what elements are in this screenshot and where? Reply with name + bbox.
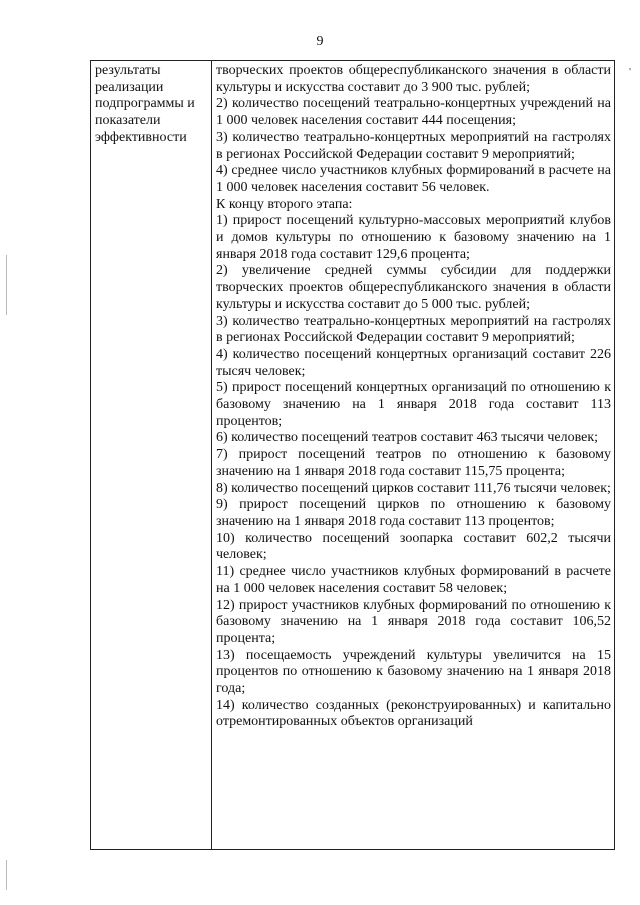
stage-item: 8) количество посещений цирков составит 111,76 тысячи человек; [216,480,611,496]
left-label-cell [91,61,212,850]
stage-item: 11) среднее число участников клубных формирований в расчете на 1 000 человек населения составит 58 человек; [216,564,611,596]
stage-item: 10) количество посещений зоопарка составит 602,2 тысячи человек; [216,530,611,563]
stage-item: 14) количество созданных (реконструированных) и капитально отремонтированных объектов организаций [216,697,611,730]
stage-item: 12) прирост участников клубных формирований по отношению к базовому значению на 1 января 2018 года составит 106,52 процента; [216,597,611,646]
intro-line: творческих проектов общереспубликанского значения в области культуры и искусства составит до 3 900 тыс. рублей; [216,63,611,95]
stage-item: 9) прирост посещений цирков по отношению к базовому значению на 1 января 2018 года составит 113 процентов; [216,497,611,529]
program-table [90,60,615,850]
stage-item: 13) посещаемость учреждений культуры увеличится на 15 процентов по отношению к базовому значению на 1 января 2018 года; [216,647,611,697]
stage-item: 7) прирост посещений театров по отношению к базовому значению на 1 января 2018 года составит 115,75 процента; [216,447,611,479]
stage-item: 6) количество посещений театров составит 463 тысячи человек; [216,430,599,446]
binding-margin-mark-lower [6,860,7,890]
stage-item: 2) увеличение средней суммы субсидии для поддержки творческих проектов общереспубликанского значения в области культуры и искусства составит до 5 000 тыс. рублей; [216,263,611,312]
page-number: 9 [316,34,324,49]
stage-item: 5) прирост посещений концертных организаций по отношению к базовому значению на 1 января 2018 года составит 113 процентов; [216,380,611,429]
edge-tick-mark: ' [629,66,631,78]
left-label: результаты реализации подпрограммы и показатели эффективности [95,63,195,145]
results-cell [212,61,615,850]
stage-heading: К концу второго этапа: [216,196,353,212]
stage-item: 3) количество театрально-концертных мероприятий на гастролях в регионах Российской Федерации составит 9 мероприятий; [216,313,611,346]
intro-line: 2) количество посещений театрально-концертных учреждений на 1 000 человек населения составит 444 посещения; [216,96,611,129]
stage-item: 1) прирост посещений культурно-массовых мероприятий клубов и домов культуры по отношению к базовому значению на 1 января 2018 года составит 129,6 процента; [216,213,611,262]
stage-item: 4) количество посещений концертных организаций составит 226 тысяч человек; [216,346,611,379]
table-row [91,61,615,850]
intro-line: 3) количество театрально-концертных мероприятий на гастролях в регионах Российской Федерации составит 9 мероприятий; [216,129,611,162]
intro-line: 4) среднее число участников клубных формирований в расчете на 1 000 человек населения составит 56 человек. [216,163,611,195]
binding-margin-mark [6,255,7,315]
